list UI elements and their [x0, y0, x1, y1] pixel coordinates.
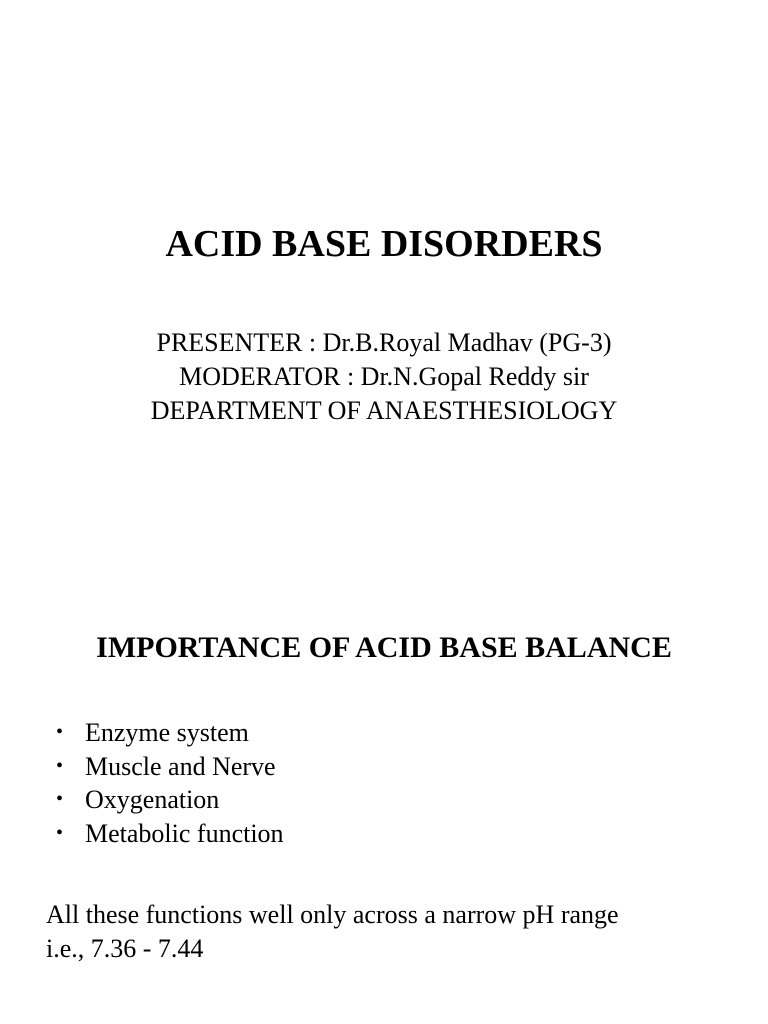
presenter-line: PRESENTER : Dr.B.Royal Madhav (PG-3) — [156, 328, 612, 357]
list-item — [56, 716, 284, 750]
summary-line: i.e., 7.36 - 7.44 — [46, 934, 204, 963]
moderator-line: MODERATOR : Dr.N.Gopal Reddy sir — [179, 362, 589, 391]
bullet-icon: • — [56, 788, 64, 810]
list-item — [56, 750, 284, 784]
list-item-text: Metabolic function — [85, 818, 284, 848]
bullet-icon: • — [56, 754, 64, 777]
section-heading: IMPORTANCE OF ACID BASE BALANCE — [96, 631, 672, 664]
list-item-text: Oxygenation — [85, 785, 220, 814]
list-item — [56, 817, 284, 851]
bullet-icon: • — [56, 721, 64, 743]
list-item — [56, 783, 284, 817]
slide-title: ACID BASE DISORDERS — [165, 223, 603, 265]
summary-paragraph — [46, 898, 746, 966]
summary-line: All these functions well only across a narrow pH range — [46, 900, 619, 929]
list-item-text: Enzyme system — [85, 718, 249, 747]
credits-block — [0, 326, 768, 428]
bullet-icon: • — [56, 821, 64, 844]
bullet-list — [56, 716, 284, 850]
list-item-text: Muscle and Nerve — [85, 751, 276, 781]
department-line: DEPARTMENT OF ANAESTHESIOLOGY — [150, 396, 618, 425]
